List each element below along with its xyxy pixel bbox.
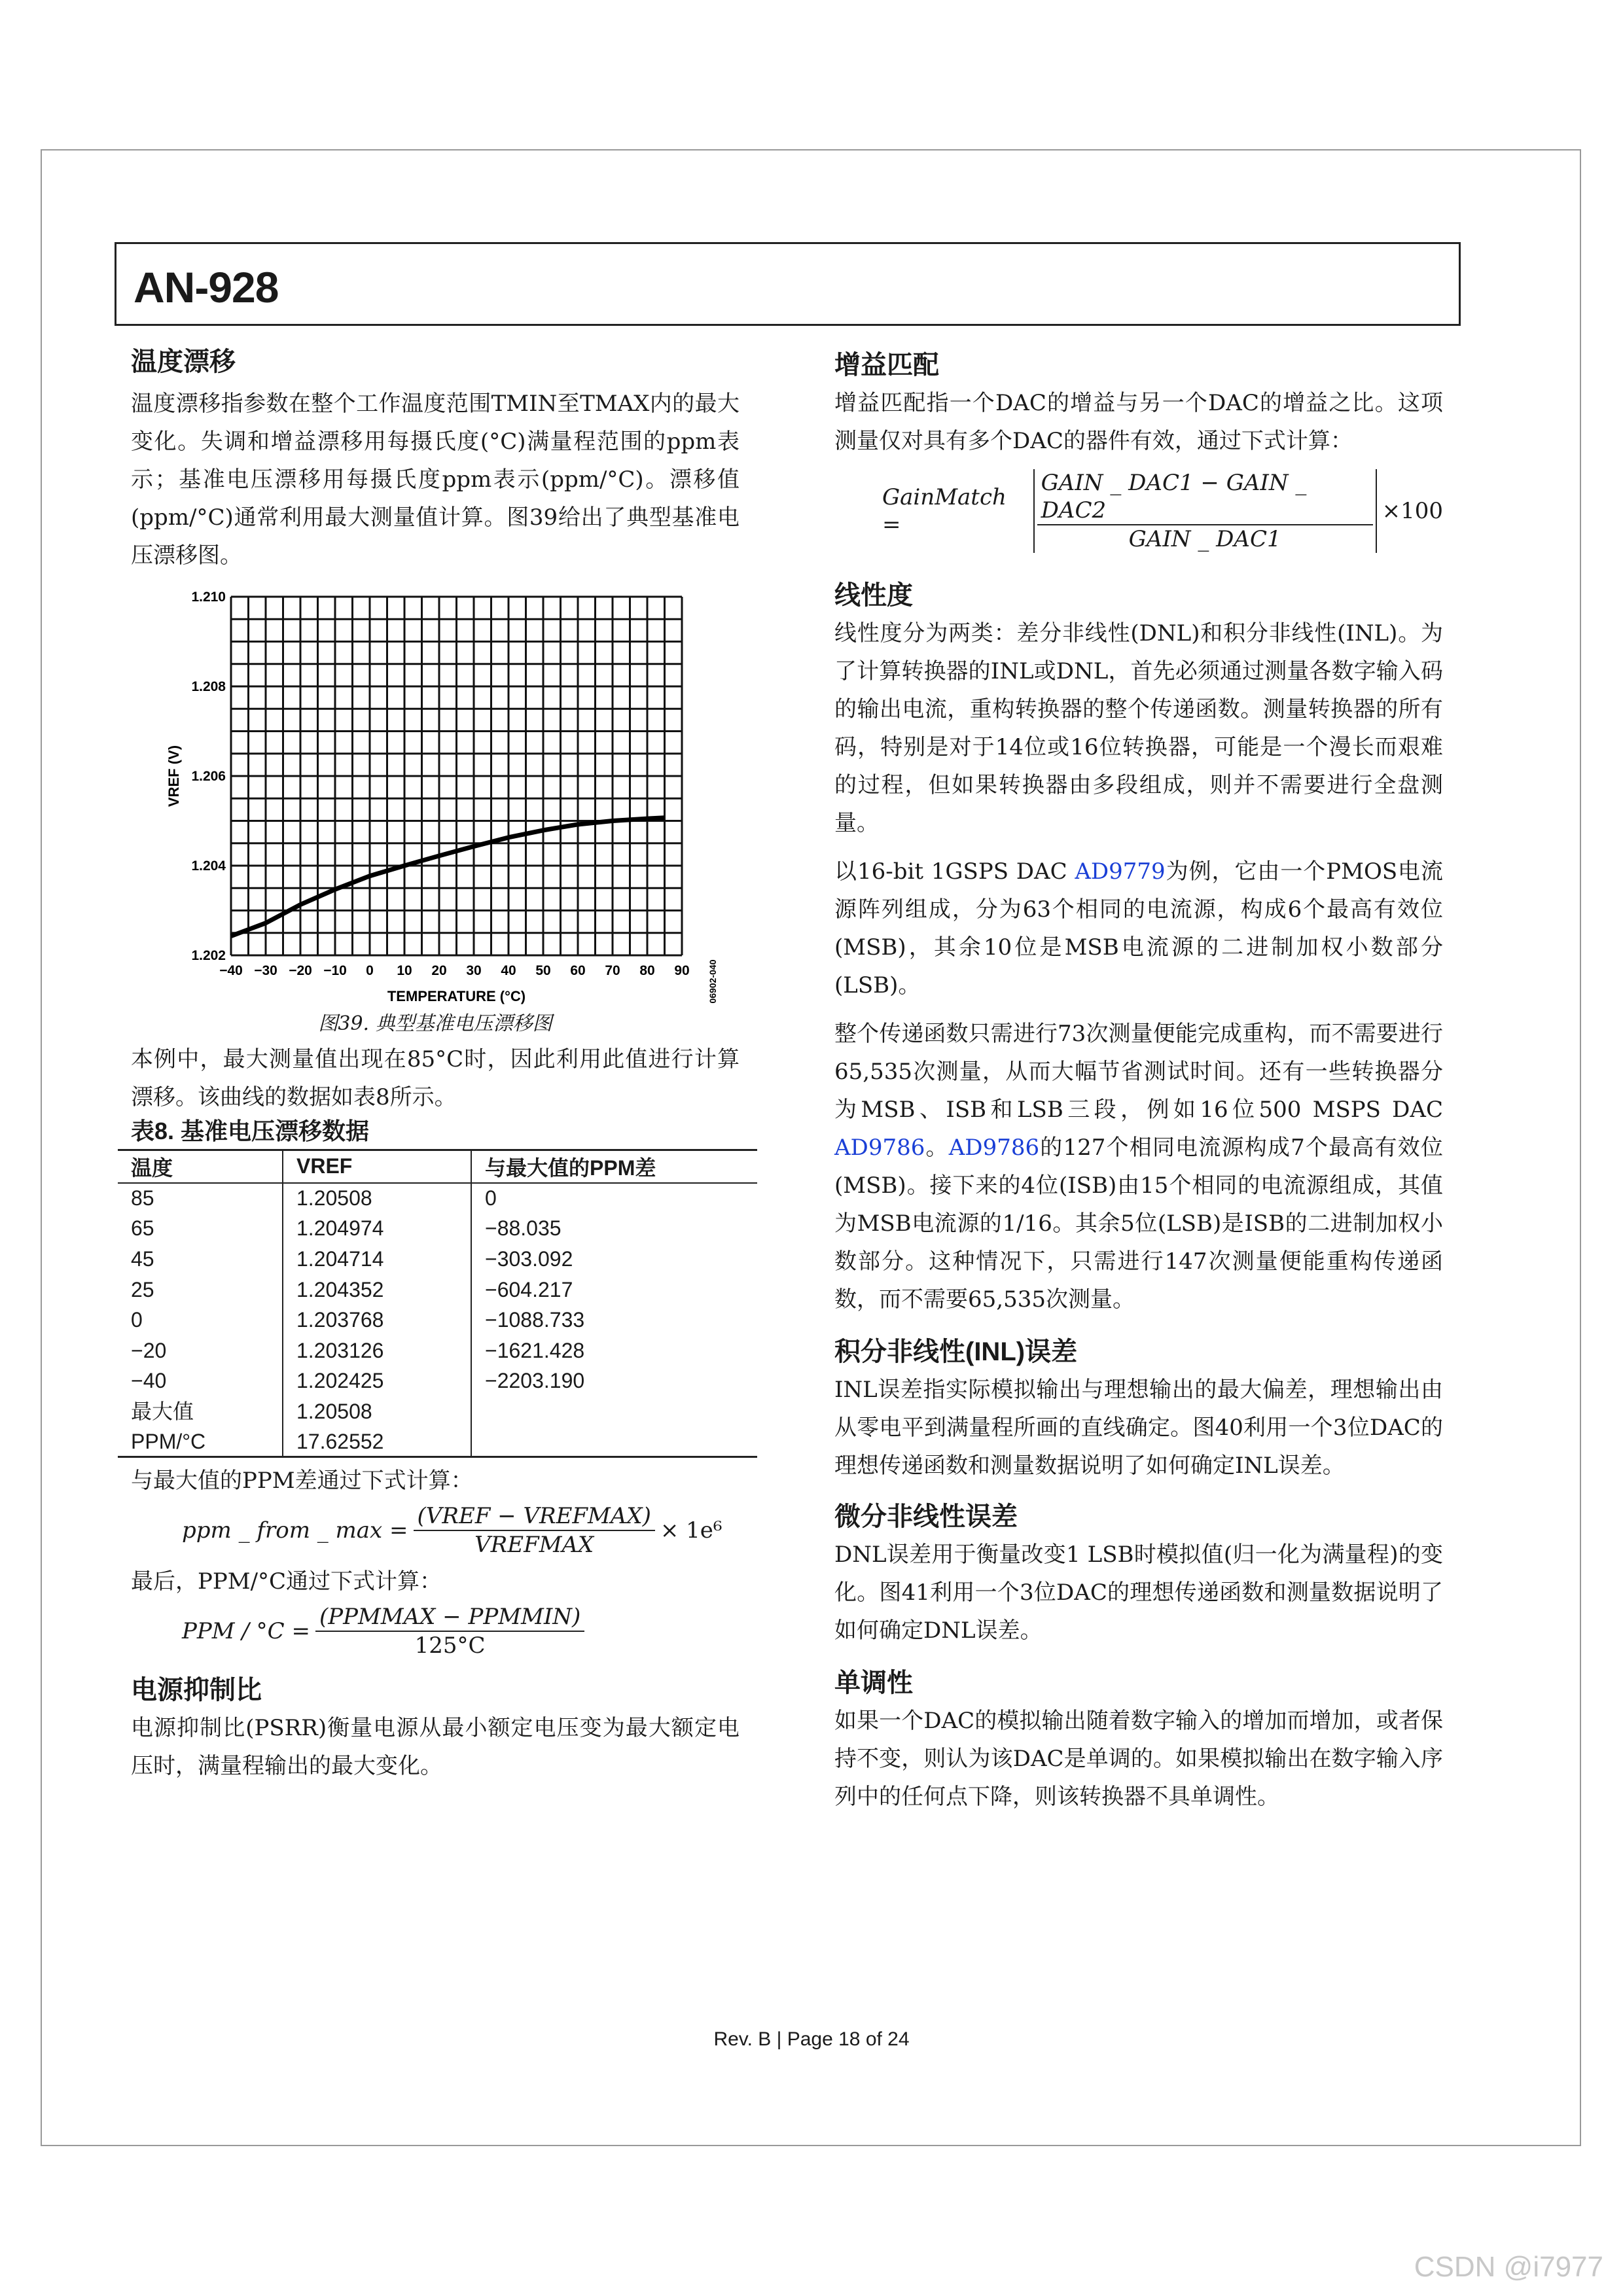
paragraph-inl: INL误差指实际模拟输出与理想输出的最大偏差，理想输出由从零电平到满量程所画的直线确定。图40利用一个3位DAC的理想传递函数和测量数据说明了如何确定INL误差。 xyxy=(834,1377,1443,1479)
x-tick-label: −20 xyxy=(289,963,312,978)
table-cell: 最大值 xyxy=(131,1399,194,1423)
table-cell: −88.035 xyxy=(471,1213,757,1244)
table-cell: 1.203126 xyxy=(283,1335,471,1366)
table-row xyxy=(118,1335,757,1366)
heading-temperature-drift: 温度漂移 xyxy=(131,347,236,376)
link-ad9779[interactable]: AD9779 xyxy=(1075,858,1166,885)
left-column xyxy=(131,345,740,1785)
x-tick-label: 10 xyxy=(397,963,412,978)
table-cell xyxy=(471,1426,757,1457)
text: 整个传递函数只需进行73次测量便能完成重构，而不需要进行65,535次测量，从而大幅节省测试时间。还有一些转换器分为MSB、ISB和LSB三段，例如16位500 MSPS DAC xyxy=(834,1021,1443,1123)
text: 为例，它由一个PMOS电流源阵列组成，分为63个相同的电流源，构成6个最高有效位(MSB)，其余10位是MSB电流源的二进制加权小数部分(LSB)。 xyxy=(834,858,1443,998)
vref-drift-table xyxy=(118,1149,757,1458)
heading-inl: 积分非线性(INL)误差 xyxy=(834,1337,1078,1366)
table-cell: −2203.190 xyxy=(471,1366,757,1396)
text: 的127个相同电流源构成7个最高有效位(MSB)。接下来的4位(ISB)由15个相同的电流源组成，其值为MSB电流源的1/16。其余5位(LSB)是ISB的二进制加权小数部分。这种情况下，只需进行147次测量便能重构传递函数，而不需要65,535次测量。 xyxy=(834,1135,1444,1313)
link-ad9786[interactable]: AD9786 xyxy=(834,1135,925,1161)
heading-psrr: 电源抑制比 xyxy=(131,1676,262,1705)
table-row xyxy=(118,1426,757,1457)
formula-ppm-from-max xyxy=(182,1502,722,1559)
x-tick-label: 60 xyxy=(570,963,586,978)
x-tick-label: 20 xyxy=(431,963,447,978)
table-cell: 1.20508 xyxy=(283,1183,471,1214)
formula-multiplier: ×100 xyxy=(1382,498,1443,524)
table-cell: 1.202425 xyxy=(283,1366,471,1396)
formula-multiplier: × 1e⁶ xyxy=(660,1517,722,1544)
formula-lhs: ppm _ from _ max = xyxy=(182,1517,408,1544)
table-cell: 0 xyxy=(471,1183,757,1214)
formula-lhs: PPM / °C = xyxy=(182,1618,310,1645)
x-tick-label: −40 xyxy=(219,963,243,978)
y-tick-label: 1.208 xyxy=(191,679,226,694)
col-header-vref: VREF xyxy=(283,1150,471,1183)
table-row xyxy=(118,1366,757,1396)
y-tick-label: 1.202 xyxy=(191,948,226,963)
watermark: CSDN @i7977 xyxy=(1414,2251,1603,2283)
table-cell: 1.204714 xyxy=(283,1244,471,1275)
x-tick-label: −10 xyxy=(323,963,347,978)
table-row xyxy=(118,1274,757,1305)
figure-caption: 图39. 典型基准电压漂移图 xyxy=(318,1012,552,1035)
table-cell: 1.203768 xyxy=(283,1305,471,1335)
table-cell: −1621.428 xyxy=(471,1335,757,1366)
table-row xyxy=(118,1183,757,1214)
paragraph-dnl: DNL误差用于衡量改变1 LSB时模拟值(归一化为满量程)的变化。图41利用一个3位DAC的理想传递函数和测量数据说明了如何确定DNL误差。 xyxy=(834,1542,1443,1644)
x-tick-label: 30 xyxy=(466,963,482,978)
x-tick-label: 90 xyxy=(674,963,690,978)
formula-denominator: VREFMAX xyxy=(474,1532,594,1559)
table-cell: 0 xyxy=(131,1308,143,1332)
y-tick-label: 1.210 xyxy=(191,590,226,605)
y-tick-label: 1.206 xyxy=(191,769,226,784)
col-header-temperature: 温度 xyxy=(118,1150,283,1183)
doc-id: AN-928 xyxy=(134,263,279,311)
heading-monotonicity: 单调性 xyxy=(834,1669,913,1697)
heading-linearity: 线性度 xyxy=(834,581,913,610)
table-cell: 85 xyxy=(131,1186,154,1210)
figure-code: 06902-040 xyxy=(707,959,718,1004)
formula-ppm-per-c xyxy=(182,1603,584,1659)
table-cell: −604.217 xyxy=(471,1274,757,1305)
table-cell: −303.092 xyxy=(471,1244,757,1275)
table-row xyxy=(118,1213,757,1244)
table-cell: −1088.733 xyxy=(471,1305,757,1335)
formula-numerator: GAIN _ DAC1 − GAIN _ DAC2 xyxy=(1037,469,1373,525)
paragraph-ppm-per-c-intro: 最后，PPM/°C通过下式计算： xyxy=(131,1568,442,1595)
paragraph-example: 本例中，最大测量值出现在85°C时，因此利用此值进行计算漂移。该曲线的数据如表8所示。 xyxy=(131,1046,740,1110)
col-header-ppm-diff: 与最大值的PPM差 xyxy=(471,1150,757,1183)
formula-numerator: (PPMMAX − PPMMIN) xyxy=(315,1603,584,1632)
x-tick-label: 80 xyxy=(639,963,655,978)
x-tick-label: −30 xyxy=(254,963,277,978)
table-cell: 45 xyxy=(131,1246,154,1271)
paragraph-ad9786 xyxy=(834,1015,1443,1318)
x-tick-label: 50 xyxy=(535,963,551,978)
formula-numerator: (VREF − VREFMAX) xyxy=(414,1502,655,1531)
text: 。 xyxy=(925,1135,949,1161)
link-ad9786-2[interactable]: AD9786 xyxy=(948,1135,1040,1161)
table-cell: PPM/°C xyxy=(118,1426,283,1457)
vref-series-line xyxy=(231,818,665,936)
formula-lhs: GainMatch = xyxy=(882,484,1007,538)
table-cell: 1.204974 xyxy=(283,1213,471,1244)
table-cell: −40 xyxy=(131,1369,167,1393)
x-tick-label: 70 xyxy=(605,963,620,978)
paragraph-gain-match: 增益匹配指一个DAC的增益与另一个DAC的增益之比。这项测量仅对具有多个DAC的器件有效，通过下式计算： xyxy=(834,390,1443,454)
page-footer: Rev. B | Page 18 of 24 xyxy=(713,2028,910,2050)
x-tick-label: 40 xyxy=(501,963,516,978)
text: 以16-bit 1GSPS DAC xyxy=(834,858,1075,885)
table-row xyxy=(118,1244,757,1275)
formula-denominator: GAIN _ DAC1 xyxy=(1128,526,1281,552)
formula-gain-match xyxy=(882,469,1443,553)
paragraph-ad9779 xyxy=(834,853,1443,1004)
paragraph-ppm-formula-intro: 与最大值的PPM差通过下式计算： xyxy=(131,1468,473,1494)
right-column xyxy=(834,349,1443,1816)
table-row xyxy=(118,1305,757,1335)
table-cell xyxy=(471,1396,757,1427)
table-cell: 17.62552 xyxy=(283,1426,471,1457)
paragraph-psrr: 电源抑制比(PSRR)衡量电源从最小额定电压变为最大额定电压时，满量程输出的最大变化。 xyxy=(131,1715,740,1780)
y-tick-label: 1.204 xyxy=(191,858,226,874)
table-title: 表8. 基准电压漂移数据 xyxy=(131,1118,370,1144)
table-cell: 65 xyxy=(131,1216,154,1241)
table-row xyxy=(118,1396,757,1427)
paragraph-temperature-drift: 温度漂移指参数在整个工作温度范围TMIN至TMAX内的最大变化。失调和增益漂移用每摄氏度(°C)满量程范围的ppm表示；基准电压漂移用每摄氏度ppm表示(ppm/°C)。漂移值(ppm/°C)通常利用最大测量值计算。图39给出了典型基准电压漂移图。 xyxy=(131,391,740,569)
x-axis-label: TEMPERATURE (°C) xyxy=(387,988,526,1004)
x-tick-label: 0 xyxy=(366,963,374,978)
header-box xyxy=(115,242,1461,326)
table-cell: 1.20508 xyxy=(283,1396,471,1427)
vref-drift-chart xyxy=(131,577,740,1010)
table-cell: 1.204352 xyxy=(283,1274,471,1305)
table-cell: 25 xyxy=(131,1277,154,1301)
paragraph-linearity: 线性度分为两类：差分非线性(DNL)和积分非线性(INL)。为了计算转换器的INL或DNL，首先必须通过测量各数字输入码的输出电流，重构转换器的整个传递函数。测量转换器的所有码，特别是对于14位或16位转换器，可能是一个漫长而艰难的过程，但如果转换器由多段组成，则并不需要进行全盘测量。 xyxy=(834,620,1443,836)
paragraph-monotonicity: 如果一个DAC的模拟输出随着数字输入的增加而增加，或者保持不变，则认为该DAC是单调的。如果模拟输出在数字输入序列中的任何点下降，则该转换器不具单调性。 xyxy=(834,1708,1443,1810)
formula-denominator: 125°C xyxy=(414,1633,486,1659)
y-axis-label: VREF (V) xyxy=(166,745,182,807)
heading-dnl: 微分非线性误差 xyxy=(834,1502,1018,1531)
table-cell: −20 xyxy=(131,1338,167,1362)
heading-gain-match: 增益匹配 xyxy=(834,351,939,380)
